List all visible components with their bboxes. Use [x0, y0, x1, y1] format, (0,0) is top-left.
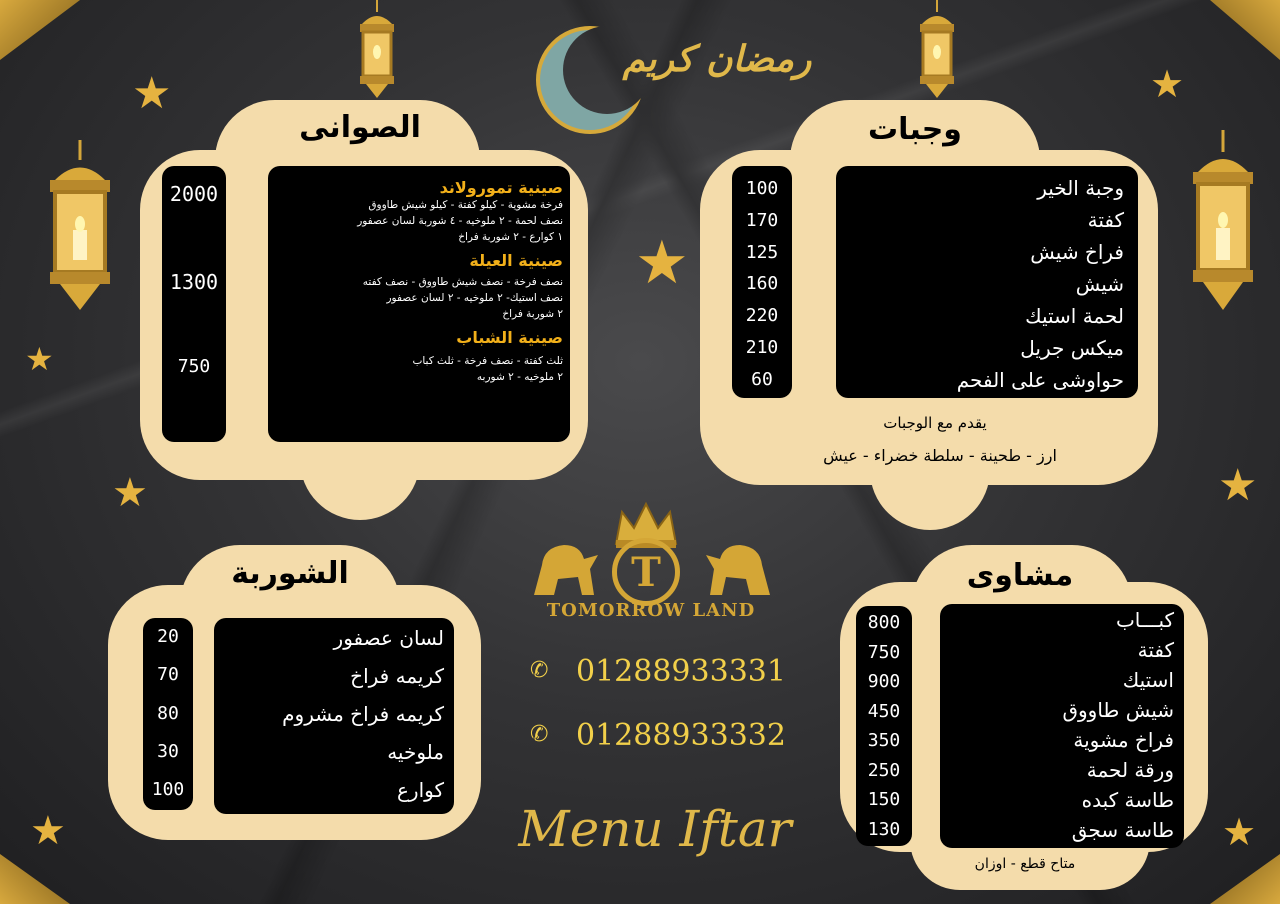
grills-title: مشاوى: [966, 558, 1074, 593]
lantern-icon: [1178, 130, 1268, 320]
meal-price: 170: [745, 209, 779, 231]
soup-name: كريمه فراخ مشروم: [282, 702, 444, 726]
soup-price: 70: [157, 664, 179, 686]
tray-desc-line: نصف لحمة - ٢ ملوخيه - ٤ شوربة لسان عصفور: [357, 215, 563, 227]
grill-name: كفتة: [1137, 638, 1174, 662]
star-icon: ★: [112, 470, 148, 516]
grill-price: 130: [867, 818, 901, 840]
meal-name: فراخ شيش: [1030, 240, 1124, 264]
tray-name: صينية الشباب: [456, 328, 563, 347]
star-icon: ★: [25, 340, 54, 378]
meal-price: 220: [745, 305, 779, 327]
grill-name: ورقة لحمة: [1086, 758, 1174, 782]
meals-price-list: [732, 178, 792, 390]
grill-name: فراخ مشوية: [1073, 728, 1174, 752]
tray-price: 1300: [169, 270, 219, 294]
grills-item-list: [948, 608, 1174, 842]
star-icon: ★: [1222, 810, 1257, 854]
lion-left-icon: [524, 535, 604, 599]
tray-price: 2000: [169, 182, 219, 206]
lion-right-icon: [700, 535, 780, 599]
phone-icon: ✆: [530, 658, 549, 683]
phone-number-1[interactable]: 01288933331: [576, 654, 786, 689]
phone-number-2[interactable]: 01288933332: [576, 718, 786, 753]
tray-name: صينية تمورولاند: [439, 178, 563, 197]
logo-letter: T: [631, 548, 661, 596]
meals-title: وجبات: [868, 112, 962, 147]
grill-name: استيك: [1122, 668, 1174, 692]
grill-name: طاسة كبده: [1081, 788, 1174, 812]
grill-price: 150: [867, 789, 901, 811]
grill-price: 800: [867, 612, 901, 633]
soup-name: كريمه فراخ: [350, 664, 444, 688]
meal-price: 125: [745, 241, 779, 263]
tray-desc-line: ١ كوارع - ٢ شوربة فراخ: [458, 231, 563, 243]
grills-price-list: [856, 612, 912, 840]
logo-emblem: [612, 538, 680, 606]
tray-desc-line: ٢ ملوخيه - ٢ شوربه: [476, 371, 563, 383]
soup-price: 80: [157, 702, 179, 724]
star-icon: ★: [1218, 460, 1258, 511]
tray-desc-line: نصف فرخة - نصف شيش طاووق - نصف كفته: [362, 276, 563, 288]
grill-name: كبـــاب: [1115, 608, 1174, 632]
tray-name: صينية العيلة: [469, 251, 563, 270]
meal-price: 100: [745, 178, 779, 199]
soups-item-list: [222, 626, 444, 802]
meal-name: لحمة استيك: [1025, 304, 1124, 328]
star-icon: ★: [30, 808, 66, 854]
tray-desc-line: نصف استيك- ٢ ملوخيه - ٢ لسان عصفور: [386, 292, 563, 304]
meals-item-list: [846, 176, 1124, 392]
meal-name: كفتة: [1087, 208, 1124, 232]
grill-price: 900: [867, 671, 901, 693]
menu-title: Menu Iftar: [518, 800, 792, 858]
star-icon: ★: [1150, 62, 1185, 106]
meal-name: وجبة الخير: [1037, 176, 1124, 200]
lantern-icon: [912, 0, 962, 100]
phone-icon: ✆: [530, 722, 549, 747]
star-icon: ★: [132, 68, 172, 119]
tray-desc-line: فرخة مشوية - كيلو كفتة - كيلو شيش طاووق: [368, 199, 563, 211]
tray-price: 750: [177, 356, 211, 377]
lantern-icon: [352, 0, 402, 100]
grill-price: 250: [867, 759, 901, 781]
meals-note-title: يقدم مع الوجبات: [883, 414, 987, 432]
ramadan-greeting: رمضان كريم: [622, 38, 812, 80]
meal-name: شيش: [1075, 272, 1124, 296]
tray-desc-line: ثلث كفتة - نصف فرخة - ثلث كباب: [412, 355, 563, 367]
soup-price: 30: [157, 740, 179, 762]
soup-name: لسان عصفور: [333, 626, 444, 650]
trays-price-box: [162, 166, 226, 442]
soups-price-list: [143, 626, 193, 800]
grill-name: شيش طاووق: [1062, 698, 1174, 722]
meal-price: 60: [751, 368, 773, 390]
star-icon: ★: [635, 228, 689, 298]
soups-title: الشوربة: [231, 556, 349, 591]
soup-price: 20: [157, 626, 179, 647]
soup-name: ملوخيه: [387, 740, 444, 764]
grill-price: 450: [867, 700, 901, 722]
soup-name: كوارع: [396, 778, 444, 802]
meals-note-items: ارز - طحينة - سلطة خضراء - عيش: [823, 446, 1057, 465]
grills-note: متاح قطع - اوزان: [974, 856, 1076, 872]
grill-price: 750: [867, 641, 901, 663]
meal-name: ميكس جريل: [1020, 336, 1124, 360]
grill-price: 350: [867, 730, 901, 752]
soup-price: 100: [151, 779, 185, 800]
trays-title: الصوانى: [299, 110, 421, 145]
tray-desc-line: ٢ شوربة فراخ: [502, 308, 563, 320]
brand-name: TOMORROW LAND: [546, 600, 756, 621]
meal-name: حواوشى على الفحم: [956, 368, 1124, 392]
grill-name: طاسة سجق: [1071, 818, 1174, 842]
meal-price: 160: [745, 273, 779, 295]
meal-price: 210: [745, 337, 779, 359]
lantern-icon: [35, 140, 125, 320]
